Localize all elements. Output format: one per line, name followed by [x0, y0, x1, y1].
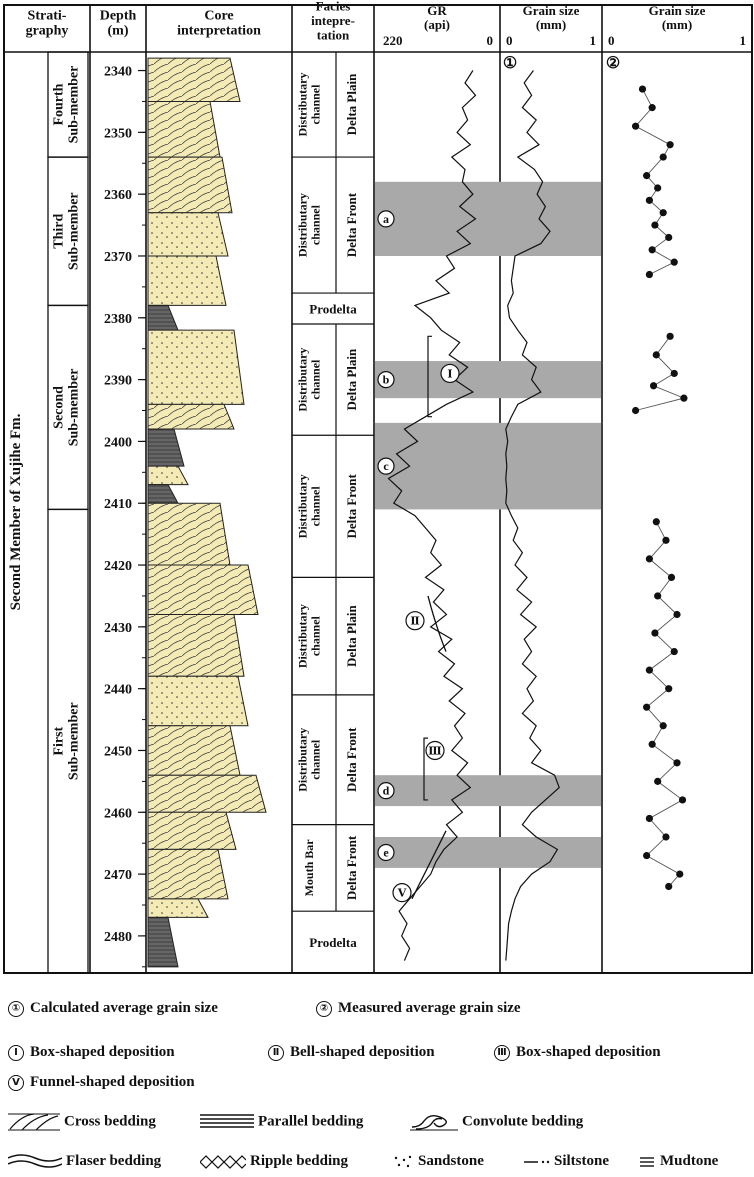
legend-iii — [494, 1044, 661, 1061]
lithology-bed — [148, 565, 258, 614]
legend-calc — [8, 1000, 218, 1017]
facies-facies: Delta Front — [344, 474, 359, 539]
header-grain2: Grain size (mm) — [648, 2, 706, 33]
grain2-point — [639, 85, 646, 92]
grain2-point — [653, 518, 660, 525]
grain2-point — [662, 833, 669, 840]
legend-ripple-label: Ripple bedding — [250, 1153, 348, 1169]
band-label: b — [382, 372, 390, 387]
legend-flaser-label: Flaser bedding — [66, 1153, 162, 1169]
grain2-point — [651, 221, 658, 228]
grain2-point — [653, 351, 660, 358]
grain2-scale-right: 1 — [739, 33, 746, 48]
depth-label: 2460 — [104, 806, 132, 822]
legend-meas — [316, 1000, 521, 1017]
legend-calc-label: Calculated average grain size — [30, 1000, 218, 1016]
depth-label: 2450 — [104, 744, 132, 760]
depth-label: 2340 — [104, 64, 132, 80]
highlight-band — [375, 837, 601, 868]
lithology-bed — [148, 101, 220, 157]
depth-label: 2430 — [104, 620, 132, 636]
legend-flaser — [8, 1153, 161, 1170]
lithology-bed — [148, 466, 188, 485]
depth-column — [104, 65, 146, 967]
header-stratigraphy: Strati-graphy — [25, 8, 69, 39]
annotation-symbol: Ⅰ — [447, 368, 453, 381]
depth-label: 2360 — [104, 188, 132, 204]
member-label: Second Member of Xujihe Fm. — [8, 413, 24, 611]
grain2-point — [660, 722, 667, 729]
lithology-bed — [148, 775, 266, 812]
lithology-bed — [148, 305, 178, 330]
band-label: c — [383, 459, 389, 474]
grain2-point — [646, 667, 653, 674]
legend-i — [8, 1044, 175, 1061]
grain2-point — [673, 759, 680, 766]
lithology-bed — [148, 213, 228, 256]
legend-mudtone-label: Mudtone — [660, 1153, 719, 1169]
grain2-point — [654, 184, 661, 191]
grain2-point — [679, 796, 686, 803]
arrow-ii — [428, 596, 446, 652]
facies-facies: Delta Front — [344, 192, 359, 258]
facies-facies: Delta Front — [344, 835, 359, 901]
legend-cross-label: Cross bedding — [64, 1113, 156, 1130]
legend-convolute — [410, 1113, 583, 1131]
grain2-line — [636, 89, 684, 886]
grain2-point — [660, 153, 667, 160]
legend-sandstone-label: Sandstone — [418, 1153, 484, 1169]
gr-scale-left: 220 — [383, 33, 403, 48]
grain2-point — [643, 704, 650, 711]
depth-label: 2380 — [104, 311, 132, 327]
grain2-point — [667, 141, 674, 148]
legend-parallel — [200, 1113, 363, 1131]
lithology-bed — [148, 726, 240, 775]
depth-label: 2420 — [104, 559, 132, 575]
facies-subfacies: Distributarychannel — [295, 474, 323, 539]
submember-label: ThirdSub-member — [51, 192, 82, 271]
lithology-bed — [148, 330, 244, 404]
facies-subfacies: Distributarychannel — [295, 604, 323, 669]
facies-subfacies: Mouth Bar — [302, 839, 316, 897]
grain2-point — [632, 123, 639, 130]
grain2-point — [649, 741, 656, 748]
grain2-point — [646, 555, 653, 562]
legend-mudtone — [638, 1153, 718, 1170]
depth-label: 2480 — [104, 929, 132, 945]
grain2-point — [654, 778, 661, 785]
lithology-bed — [148, 485, 178, 504]
lithology-bed — [148, 917, 178, 966]
annotations — [393, 336, 459, 901]
grain2-point — [643, 852, 650, 859]
grain2-point — [660, 209, 667, 216]
legend-meas-symbol: ② — [316, 1001, 332, 1017]
legend-ripple — [200, 1153, 348, 1170]
depth-label: 2350 — [104, 126, 132, 142]
depth-label: 2440 — [104, 682, 132, 698]
legend-ii-symbol: Ⅱ — [268, 1045, 284, 1061]
grain2-point — [646, 197, 653, 204]
grain1-scale-right: 1 — [589, 33, 596, 48]
facies-subfacies: Distributarychannel — [295, 72, 323, 137]
grain1-marker: ① — [502, 55, 518, 72]
depth-label: 2370 — [104, 249, 132, 265]
gr-scale-right: 0 — [486, 33, 493, 48]
lithology-bed — [148, 157, 232, 213]
legend-sandstone — [392, 1153, 484, 1170]
core-column — [148, 58, 266, 967]
facies-facies: Delta Plain — [344, 73, 359, 136]
lithology-bed — [148, 256, 226, 305]
grain2-point — [632, 407, 639, 414]
grain2-point — [643, 172, 650, 179]
band-label: a — [383, 211, 389, 226]
facies-label: Prodelta — [309, 935, 357, 951]
depth-label: 2470 — [104, 868, 132, 884]
band-label: d — [382, 783, 390, 798]
depth-label: 2400 — [104, 435, 132, 451]
grain2-point — [676, 871, 683, 878]
lithology-bed — [148, 676, 248, 725]
header-grain1: Grain size (mm) — [522, 2, 580, 33]
legend-i-symbol: Ⅰ — [8, 1045, 24, 1061]
highlight-bands — [375, 182, 601, 868]
grain2-point — [654, 592, 661, 599]
submember-label: FourthSub-member — [51, 65, 82, 144]
facies-label: Prodelta — [309, 301, 357, 317]
facies-facies: Delta Plain — [344, 348, 359, 411]
legend-iii-label: Box-shaped deposition — [516, 1044, 661, 1060]
grain2-point — [651, 629, 658, 636]
lithology-bed — [148, 429, 184, 466]
lithology-bed — [148, 614, 244, 676]
grain2-point — [668, 574, 675, 581]
grain2-point — [649, 104, 656, 111]
legend-ii-label: Bell-shaped deposition — [290, 1044, 435, 1060]
depth-label: 2390 — [104, 373, 132, 389]
annotation-symbol: Ⅴ — [397, 887, 407, 900]
convolute-bedding-icon — [410, 1113, 458, 1131]
grain2-point — [646, 815, 653, 822]
lithology-bed — [148, 58, 240, 101]
band-label: e — [383, 845, 389, 860]
mudtone-icon — [638, 1154, 656, 1170]
depth-label: 2410 — [104, 497, 132, 513]
ripple-bedding-icon — [200, 1154, 246, 1170]
legend-ii — [268, 1044, 435, 1061]
grain2-point — [680, 395, 687, 402]
grain2-marker: ② — [605, 55, 621, 72]
parallel-bedding-icon — [200, 1113, 254, 1131]
lithology-bed — [148, 812, 236, 849]
legend-convolute-label: Convolute bedding — [462, 1113, 584, 1130]
submember-label: SecondSub-member — [51, 368, 82, 447]
header-core: Core interpretation — [177, 8, 261, 39]
grain2-point — [665, 685, 672, 692]
legend-iii-symbol: Ⅲ — [494, 1045, 510, 1061]
grain2-point — [671, 648, 678, 655]
grain2-point — [667, 333, 674, 340]
highlight-band — [375, 182, 601, 256]
flaser-bedding-icon — [8, 1154, 62, 1170]
legend-i-label: Box-shaped deposition — [30, 1044, 175, 1060]
lithology-bed — [148, 849, 228, 898]
grain2-point — [650, 382, 657, 389]
facies-column — [292, 52, 374, 973]
header-facies: Facies intepre-tation — [311, 0, 355, 43]
grain2-point — [671, 370, 678, 377]
facies-facies: Delta Plain — [344, 605, 359, 667]
lithology-bed — [148, 899, 208, 918]
submember-label: FirstSub-member — [51, 702, 82, 781]
grain2-point — [665, 234, 672, 241]
sandstone-icon — [392, 1154, 414, 1170]
facies-facies: Delta Front — [344, 727, 359, 792]
stratigraphy-column — [8, 52, 88, 973]
grain2-point — [649, 246, 656, 253]
legend-calc-symbol: ① — [8, 1001, 24, 1017]
grain2-point — [665, 883, 672, 890]
lithology-bed — [148, 404, 234, 429]
legend-cross — [8, 1113, 156, 1131]
grain1-scale-left: 0 — [506, 33, 513, 48]
legend-v-label: Funnel-shaped deposition — [30, 1074, 195, 1090]
legend-siltstone — [524, 1153, 609, 1170]
facies-subfacies: Distributarychannel — [295, 347, 323, 412]
annotation-symbol: Ⅱ — [410, 615, 420, 628]
legend-v-symbol: Ⅴ — [8, 1075, 24, 1091]
annotation-symbol: Ⅲ — [428, 745, 442, 758]
grain2-point — [646, 271, 653, 278]
column-headers — [26, 0, 746, 72]
cross-bedding-icon — [8, 1113, 60, 1131]
legend-parallel-label: Parallel bedding — [258, 1113, 364, 1130]
header-gr: GR (api) — [424, 2, 450, 33]
legend-siltstone-label: Siltstone — [554, 1153, 610, 1169]
siltstone-icon — [524, 1154, 550, 1170]
grain2-point — [671, 259, 678, 266]
highlight-band — [375, 775, 601, 806]
legend-v — [8, 1074, 195, 1091]
facies-subfacies: Distributarychannel — [295, 727, 323, 792]
header-depth: Depth (m) — [99, 8, 137, 39]
grain2-point — [673, 611, 680, 618]
grain2-point — [662, 537, 669, 544]
facies-subfacies: Distributarychannel — [295, 193, 323, 258]
highlight-band — [375, 361, 601, 398]
lithology-bed — [148, 503, 230, 565]
grain2-scale-left: 0 — [608, 33, 615, 48]
legend-meas-label: Measured average grain size — [338, 1000, 521, 1016]
